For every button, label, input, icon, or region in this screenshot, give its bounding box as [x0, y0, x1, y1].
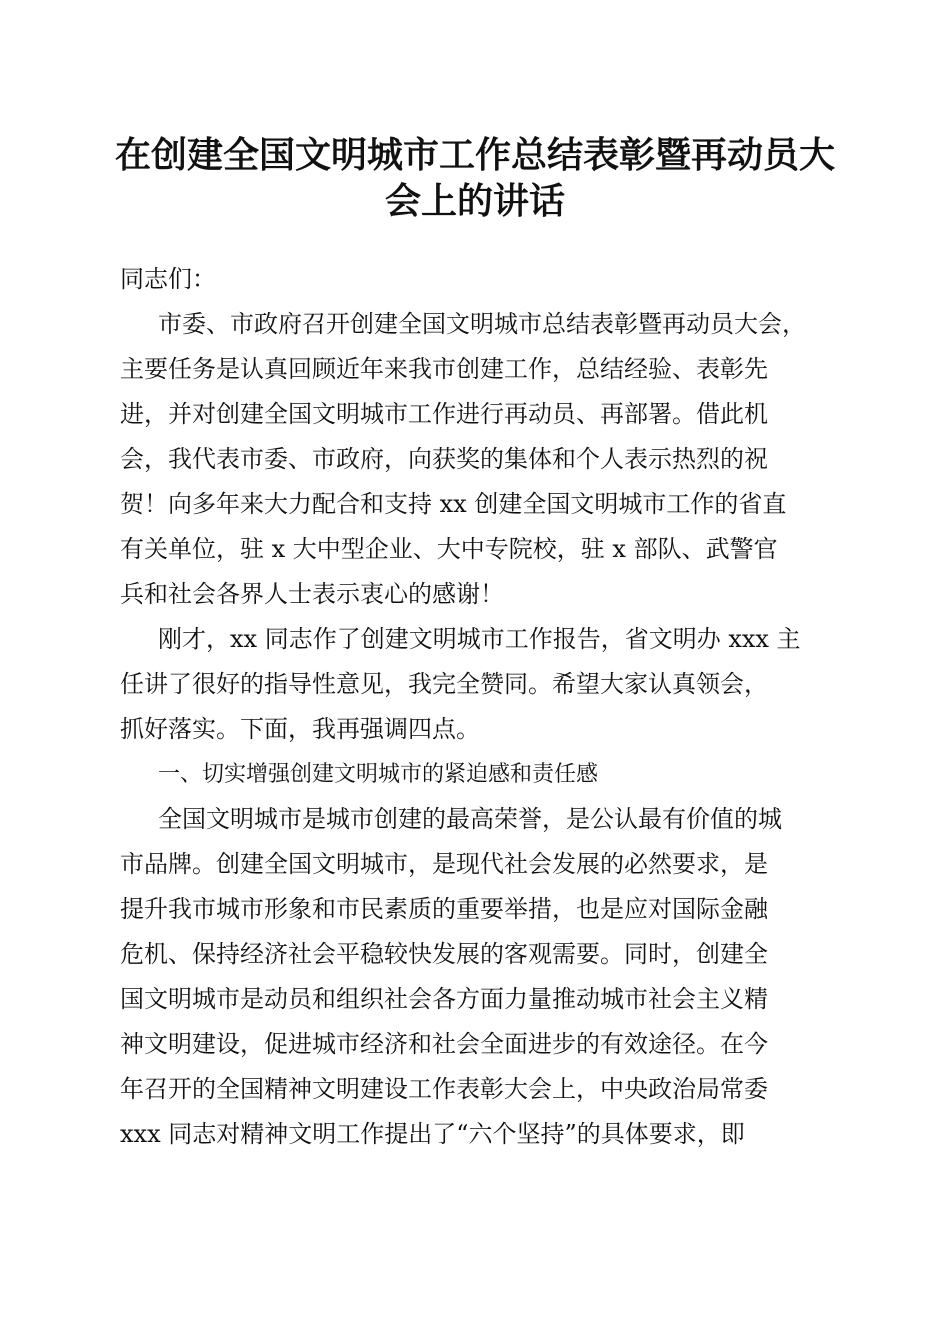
paragraph-line: 主要任务是认真回顾近年来我市创建工作，总结经验、表彰先 — [120, 355, 768, 383]
paragraph-line: 神文明建设，促进城市经济和社会全面进步的有效途径。在今 — [120, 1030, 768, 1058]
paragraph-2 — [120, 617, 832, 752]
paragraph-line: 抓好落实。下面，我再强调四点。 — [120, 715, 480, 743]
paragraph-line: 刚才，xx 同志作了创建文明城市工作报告，省文明办 xxx 主 — [158, 625, 801, 653]
paragraph-line: 会，我代表市委、市政府，向获奖的集体和个人表示热烈的祝 — [120, 445, 768, 473]
paragraph-line: 危机、保持经济社会平稳较快发展的客观需要。同时，创建全 — [120, 940, 768, 968]
title-line-2: 会上的讲话 — [384, 180, 565, 222]
title-line-1: 在创建全国文明城市工作总结表彰暨再动员大 — [114, 134, 835, 176]
paragraph-line: 进，并对创建全国文明城市工作进行再动员、再部署。借此机 — [120, 400, 768, 428]
document-title — [110, 132, 840, 224]
paragraph-line: 兵和社会各界人士表示衷心的感谢！ — [120, 580, 504, 608]
paragraph-line: 年召开的全国精神文明建设工作表彰大会上，中央政治局常委 — [120, 1075, 768, 1103]
paragraph-line: 市委、市政府召开创建全国文明城市总结表彰暨再动员大会， — [158, 310, 806, 338]
paragraph-line: xxx 同志对精神文明工作提出了“六个坚持”的具体要求，即 — [120, 1120, 745, 1148]
paragraph-1 — [120, 302, 832, 617]
document-body — [120, 257, 832, 1157]
paragraph-line: 国文明城市是动员和组织社会各方面力量推动城市社会主义精 — [120, 985, 768, 1013]
paragraph-line: 贺！向多年来大力配合和支持 xx 创建全国文明城市工作的省直 — [120, 490, 787, 518]
section-paragraph — [120, 797, 832, 1157]
section-heading: 一、切实增强创建文明城市的紧迫感和责任感 — [158, 762, 599, 787]
salutation: 同志们： — [120, 265, 216, 293]
paragraph-line: 市品牌。创建全国文明城市，是现代社会发展的必然要求，是 — [120, 850, 768, 878]
paragraph-line: 提升我市城市形象和市民素质的重要举措，也是应对国际金融 — [120, 895, 768, 923]
paragraph-line: 有关单位，驻 x 大中型企业、大中专院校，驻 x 部队、武警官 — [120, 535, 778, 563]
paragraph-line: 全国文明城市是城市创建的最高荣誉，是公认最有价值的城 — [158, 805, 782, 833]
paragraph-line: 任讲了很好的指导性意见，我完全赞同。希望大家认真领会， — [120, 670, 768, 698]
